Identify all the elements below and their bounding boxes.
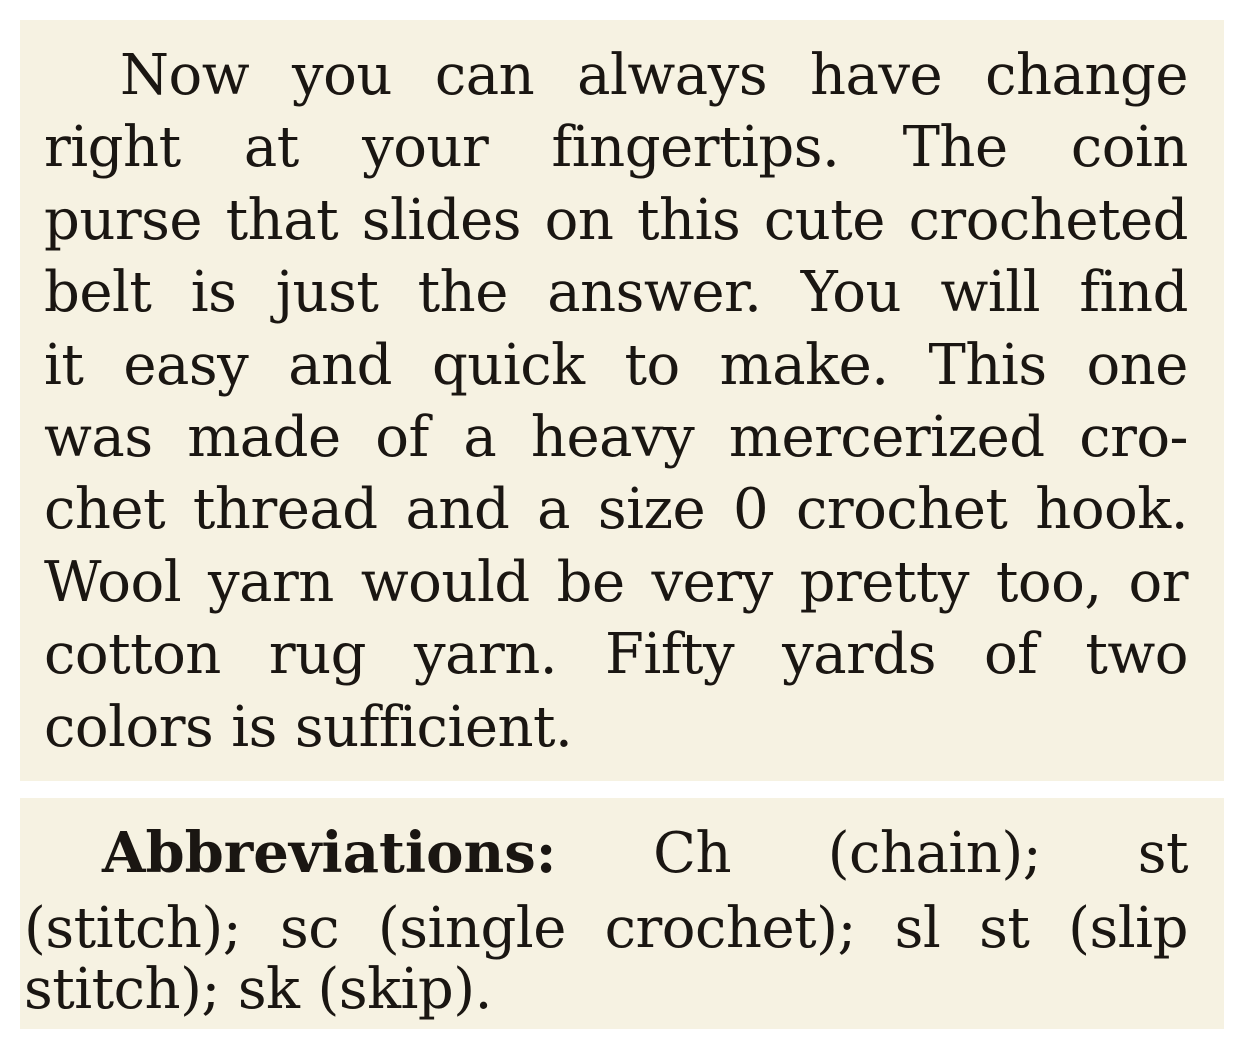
word: and [405,477,510,543]
text-line [44,330,1188,402]
text-line [44,185,1188,257]
word: too, [995,549,1102,615]
text-line [44,619,1188,691]
intro-paragraph [20,20,1224,781]
word: colors [44,694,214,760]
word: This [928,332,1047,398]
word: (skip). [317,957,492,1022]
text-line [44,112,1188,184]
word: thread [192,477,378,543]
word: your [362,115,489,181]
word: will [940,260,1041,326]
text-line [44,547,1188,619]
word: The [902,115,1008,181]
word: (stitch); [24,896,242,961]
word: yards [782,622,937,688]
word: you [292,43,392,108]
text-line [44,692,1188,764]
word: coin [1070,115,1188,181]
word: and [288,332,393,398]
word: purse [44,187,203,253]
text-line [44,474,1188,546]
word: You [800,260,902,326]
word: slides [361,187,522,253]
word: yarn [208,549,334,615]
word: two [1085,622,1188,688]
abbreviations-section [20,798,1224,1029]
word: can [434,43,535,108]
word: Now [120,43,250,108]
word: change [985,43,1188,108]
word: on [544,187,614,253]
word: 0 [733,477,769,543]
word: Ch [653,821,732,886]
word: is [231,694,277,760]
word: a [537,477,571,543]
word: make. [719,332,889,398]
text-line [24,808,1188,898]
word: mercerized [728,404,1045,470]
word: chet [44,477,166,543]
word: cute [763,187,885,253]
word: (single [377,896,566,961]
word: the [417,260,508,326]
word: (slip [1068,896,1188,961]
word: very [651,549,773,615]
word: of [375,404,429,470]
word: at [243,115,299,181]
word: yarn. [413,622,558,688]
word: cotton [44,622,221,688]
word: or [1128,549,1188,615]
word: a [463,404,497,470]
word: sc [279,896,340,961]
text-line [44,40,1188,112]
word: sk [237,957,300,1022]
word: always [577,43,768,108]
word: st [1137,821,1188,886]
word: answer. [547,260,762,326]
word: of [983,622,1038,688]
word: fingertips. [551,115,840,181]
word: (chain); [827,821,1042,886]
word: just [275,260,379,326]
word: sl [894,896,941,961]
word: find [1079,260,1188,326]
word: pretty [799,549,969,615]
text-line [24,898,1188,959]
text-line [24,959,1188,1020]
word: this [637,187,741,253]
word: to [624,332,680,398]
word: sufficient. [294,694,573,760]
word: hook. [1035,477,1188,543]
text-line [44,257,1188,329]
word: belt [44,260,152,326]
word: crochet); [604,896,856,961]
word: easy [123,332,249,398]
abbreviations-heading: Abbreviations: [102,820,557,886]
word: Wool [44,549,182,615]
word: quick [431,332,585,398]
word: rug [268,622,366,688]
word: is [190,260,237,326]
word: Fifty [605,622,735,688]
word: made [187,404,341,470]
word: heavy [530,404,695,470]
word: be [556,549,625,615]
word: st [979,896,1030,961]
word: one [1086,332,1188,398]
word: it [44,332,84,398]
word: crochet [796,477,1008,543]
word: right [44,115,181,181]
text-line [44,402,1188,474]
word: crocheted [908,187,1188,253]
word: that [225,187,339,253]
word: stitch); [24,957,220,1022]
word: have [809,43,943,108]
word: would [360,549,530,615]
word: was [44,404,153,470]
word: cro- [1079,404,1188,470]
word: size [597,477,706,543]
